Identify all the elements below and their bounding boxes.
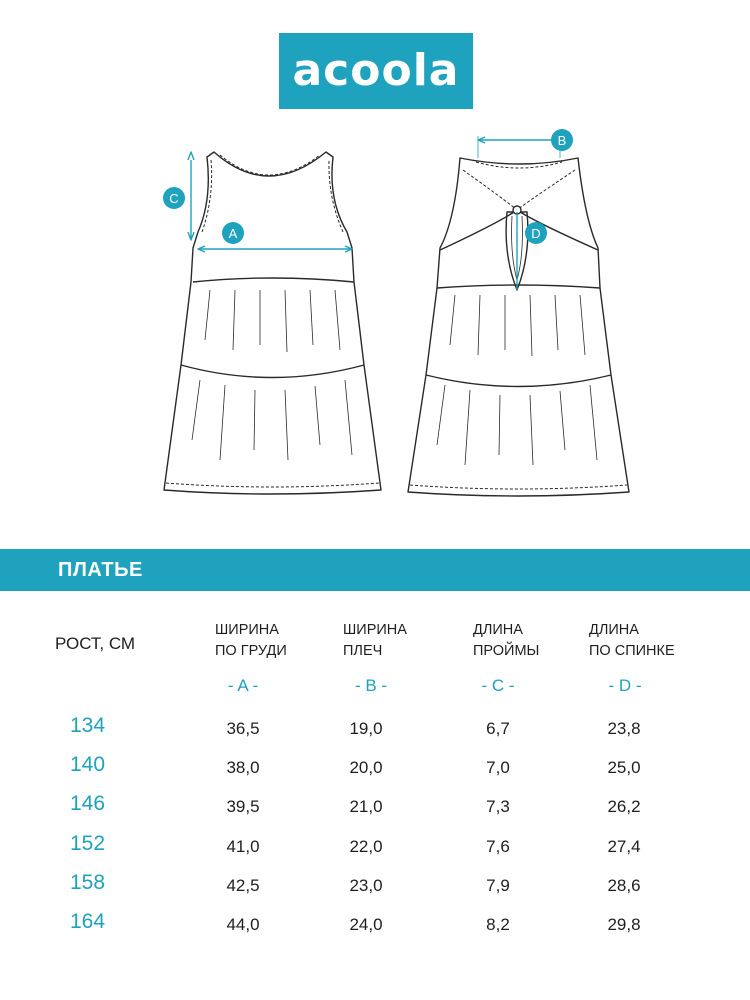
section-title: ПЛАТЬЕ (58, 559, 143, 581)
cell-value: 6,7 (486, 719, 510, 738)
row-size: 158 (70, 871, 106, 894)
column-letter-c: - C - (481, 676, 515, 695)
dress-back-drawing (408, 158, 629, 496)
column-header-line: ПЛЕЧ (343, 643, 383, 659)
cell-value: 27,4 (607, 837, 641, 856)
marker-b (551, 129, 573, 151)
cell-value: 39,5 (226, 797, 260, 816)
marker-c (163, 187, 185, 209)
column-header-line: ШИРИНА (215, 622, 279, 638)
cell-value: 38,0 (226, 758, 260, 777)
cell-value: 19,0 (349, 719, 383, 738)
column-header-line: ПО СПИНКЕ (589, 643, 675, 659)
cell-value: 36,5 (226, 719, 260, 738)
svg-text:C: C (169, 191, 179, 206)
column-letter-d: - D - (608, 676, 642, 695)
cell-value: 25,0 (607, 758, 641, 777)
column-header-line: ПО ГРУДИ (215, 643, 287, 659)
cell-value: 7,0 (486, 758, 510, 777)
cell-value: 21,0 (349, 797, 383, 816)
cell-value: 20,0 (349, 758, 383, 777)
row-size: 134 (70, 714, 106, 737)
svg-text:A: A (228, 226, 238, 241)
cell-value: 7,6 (486, 837, 510, 856)
column-header-armhole-length (473, 620, 539, 662)
row-size: 140 (70, 753, 106, 776)
cell-value: 41,0 (226, 837, 260, 856)
cell-value: 7,9 (486, 876, 510, 895)
cell-value: 22,0 (349, 837, 383, 856)
marker-a (222, 222, 244, 244)
column-header-line: ПРОЙМЫ (473, 643, 540, 659)
brand-logo-text: acoola (292, 45, 460, 96)
cell-value: 42,5 (226, 876, 260, 895)
column-header-back-length (589, 620, 675, 662)
svg-text:B: B (557, 133, 567, 148)
row-size: 164 (70, 910, 106, 933)
column-header-line: ШИРИНА (343, 622, 407, 638)
brand-logo (279, 33, 473, 109)
column-header-line: ДЛИНА (473, 622, 523, 638)
dress-technical-drawings (0, 120, 750, 520)
svg-text:D: D (531, 226, 541, 241)
cell-value: 23,8 (607, 719, 641, 738)
cell-value: 8,2 (486, 915, 510, 934)
size-column-header: РОСТ, СМ (55, 634, 136, 653)
cell-value: 44,0 (226, 915, 260, 934)
row-size: 152 (70, 832, 106, 855)
dress-front-drawing (164, 152, 381, 494)
cell-value: 7,3 (486, 797, 510, 816)
column-letter-a: - A - (227, 676, 259, 695)
cell-value: 28,6 (607, 876, 641, 895)
section-header-band (0, 549, 750, 591)
cell-value: 24,0 (349, 915, 383, 934)
column-header-chest-width (215, 620, 287, 662)
column-header-line: ДЛИНА (589, 622, 639, 638)
cell-value: 29,8 (607, 915, 641, 934)
marker-d (525, 222, 547, 244)
cell-value: 23,0 (349, 876, 383, 895)
column-letter-b: - B - (354, 676, 388, 695)
cell-value: 26,2 (607, 797, 641, 816)
column-header-shoulder-width (343, 620, 407, 662)
row-size: 146 (70, 792, 106, 815)
